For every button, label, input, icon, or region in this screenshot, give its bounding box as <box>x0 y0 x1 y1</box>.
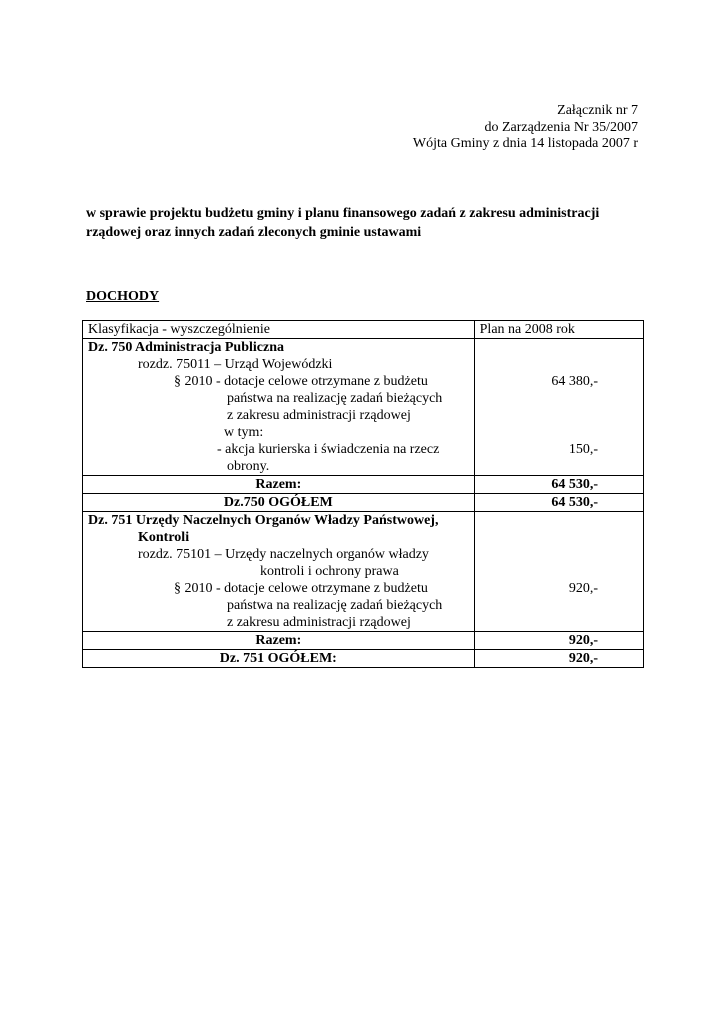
dz750-akcja-value: 150,- <box>568 442 598 457</box>
dz750-paragraph-value: 64 380,- <box>551 374 598 389</box>
attachment-header <box>413 103 638 153</box>
dz751-ogolem-label: Dz. 751 OGÓŁEM: <box>83 650 475 668</box>
dz751-paragraph-value: 920,- <box>568 581 598 596</box>
budget-table <box>82 320 644 668</box>
dz751-description <box>83 512 475 632</box>
dz751-title-line-2: Kontroli <box>138 530 190 545</box>
dz750-razem-value: 64 530,- <box>474 476 643 494</box>
dz750-detail-row <box>83 339 644 476</box>
dz751-rozdz-line-1: rozdz. 75101 – Urzędy naczelnych organów władzy <box>138 547 429 562</box>
dz750-akcja-line-1: - akcja kurierska i świadczenia na rzecz <box>217 442 440 457</box>
table-header-row <box>83 321 644 339</box>
dz751-paragraph-line-2: państwa na realizację zadań bieżących <box>227 598 443 613</box>
regulation-date: Wójta Gminy z dnia 14 listopada 2007 r <box>412 136 638 151</box>
dz751-detail-row <box>83 512 644 632</box>
section-title: DOCHODY <box>86 289 160 304</box>
dz751-razem-label: Razem: <box>83 632 475 650</box>
dz750-paragraph-line-3: z zakresu administracji rządowej <box>227 408 411 423</box>
dz751-title-line-1: Dz. 751 Urzędy Naczelnych Organów Władzy Państwowej, <box>88 513 439 528</box>
dz750-description <box>83 339 475 476</box>
dz750-wtym: w tym: <box>224 425 264 440</box>
dz750-paragraph-line-1: § 2010 - dotacje celowe otrzymane z budżetu <box>174 374 428 389</box>
column-header-plan: Plan na 2008 rok <box>474 321 643 339</box>
dz751-paragraph-line-3: z zakresu administracji rządowej <box>227 615 411 630</box>
dz750-ogolem-value: 64 530,- <box>474 494 643 512</box>
dz751-razem-value: 920,- <box>474 632 643 650</box>
document-subject <box>86 204 646 242</box>
regulation-reference: do Zarządzenia Nr 35/2007 <box>484 119 638 135</box>
dz750-rozdz: rozdz. 75011 – Urząd Wojewódzki <box>138 357 333 372</box>
column-header-classification: Klasyfikacja - wyszczególnienie <box>83 321 475 339</box>
dz750-razem-label: Razem: <box>83 476 475 494</box>
dz751-rozdz-line-2: kontroli i ochrony prawa <box>260 564 399 579</box>
dz750-akcja-line-2: obrony. <box>227 459 270 474</box>
dz750-ogolem-label: Dz.750 OGÓŁEM <box>83 494 475 512</box>
dz750-paragraph-line-2: państwa na realizację zadań bieżących <box>227 391 443 406</box>
dz751-paragraph-line-1: § 2010 - dotacje celowe otrzymane z budżetu <box>174 581 428 596</box>
attachment-number: Załącznik nr 7 <box>557 103 638 118</box>
dz751-values <box>474 512 643 632</box>
dz750-ogolem-row <box>83 494 644 512</box>
subject-line-2: rządowej oraz innych zadań zleconych gminie ustawami <box>86 225 422 240</box>
dz750-title: Dz. 750 Administracja Publiczna <box>88 340 284 355</box>
dz750-razem-row <box>83 476 644 494</box>
dz750-values <box>474 339 643 476</box>
subject-line-1: w sprawie projektu budżetu gminy i planu finansowego zadań z zakresu administracji <box>86 206 600 221</box>
dz751-ogolem-row <box>83 650 644 668</box>
dz751-ogolem-value: 920,- <box>474 650 643 668</box>
dz751-razem-row <box>83 632 644 650</box>
